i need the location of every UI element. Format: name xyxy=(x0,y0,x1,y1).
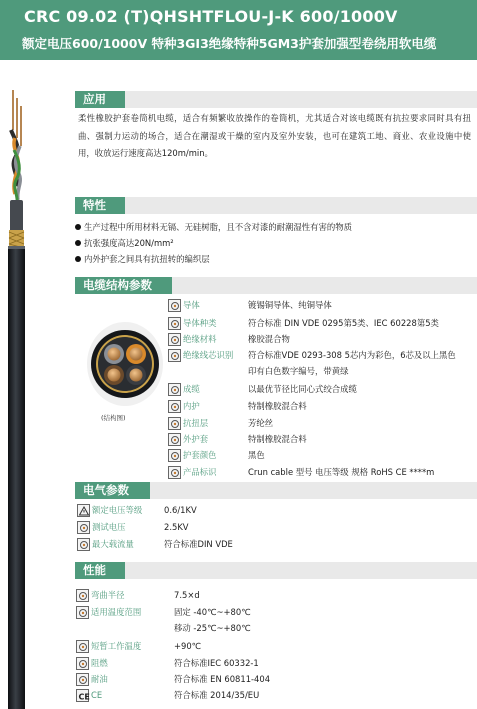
param-value: 印有白色数字编号，带黄绿 xyxy=(248,366,349,376)
voltage-icon xyxy=(77,504,90,517)
param-row xyxy=(168,349,477,363)
param-label: 绝缘材料 xyxy=(183,334,217,344)
svg-text:CE: CE xyxy=(78,692,90,702)
sheath-color-icon xyxy=(168,449,181,462)
param-row xyxy=(76,673,477,687)
param-label: 绝缘线芯识别 xyxy=(183,350,234,360)
param-value: 固定 -40℃~+80℃ xyxy=(174,607,251,617)
param-row xyxy=(168,433,477,447)
param-value: +90℃ xyxy=(174,641,202,651)
param-label: CE xyxy=(91,690,103,700)
bullet-icon xyxy=(75,256,81,262)
param-label: 抗扭层 xyxy=(183,418,209,428)
oil-resistant-icon xyxy=(76,673,89,686)
param-value: 黑色 xyxy=(248,450,265,460)
param-value: Crun cable 型号 电压等级 规格 RoHS CE ****m xyxy=(248,467,435,477)
section-electrical-heading: 电气参数 xyxy=(75,482,150,499)
core-identification-icon xyxy=(168,349,181,362)
param-label: 导体种类 xyxy=(183,318,217,328)
conductor-type-icon xyxy=(168,317,181,330)
param-value: 以最优节径比同心式绞合成缆 xyxy=(248,384,357,394)
section-features xyxy=(75,197,477,214)
param-value: 特制橡胶混合料 xyxy=(248,401,307,411)
feature-item: 生产过程中所用材料无镉、无硅树脂，且不含对漆的耐潮湿性有害的物质 xyxy=(75,221,352,233)
anti-torsion-icon xyxy=(168,417,181,430)
param-value: 符合标准 EN 60811-404 xyxy=(174,674,271,684)
bend-radius-icon xyxy=(76,589,89,602)
param-value: 符合标准DIN VDE xyxy=(164,539,233,549)
param-label: 适用温度范围 xyxy=(91,607,142,617)
param-label: 阻燃 xyxy=(91,658,108,668)
param-row xyxy=(76,589,477,603)
section-application-heading: 应用 xyxy=(75,91,125,108)
param-value: 7.5×d xyxy=(174,590,200,600)
cross-section-caption: (结构图) xyxy=(101,414,126,422)
param-label: 弯曲半径 xyxy=(91,590,125,600)
param-value: 芳纶丝 xyxy=(248,418,274,428)
section-application xyxy=(75,91,477,108)
param-label: 导体 xyxy=(183,300,200,310)
feature-item: 内外护套之间具有抗扭转的编织层 xyxy=(75,253,210,265)
section-performance xyxy=(75,562,477,579)
current-icon xyxy=(77,538,90,551)
param-row xyxy=(77,504,477,518)
param-label: 测试电压 xyxy=(92,522,126,532)
param-row xyxy=(168,299,477,313)
section-electrical xyxy=(75,482,477,499)
stranding-icon xyxy=(168,383,181,396)
inner-sheath-icon xyxy=(168,400,181,413)
cable-cross-section-image xyxy=(86,318,164,412)
param-row xyxy=(168,333,477,347)
param-row xyxy=(76,640,477,654)
param-label: 产品标识 xyxy=(183,467,217,477)
param-value-secondary: 移动 -25℃~+80℃ xyxy=(174,623,251,633)
param-row xyxy=(76,689,477,703)
param-row xyxy=(168,400,477,414)
temperature-icon xyxy=(76,606,89,619)
test-voltage-icon xyxy=(77,521,90,534)
param-row xyxy=(168,383,477,397)
param-value: 符合标准 DIN VDE 0295第5类、IEC 60228第5类 xyxy=(248,318,439,328)
param-value: 符合标准 2014/35/EU xyxy=(174,690,260,700)
ce-icon xyxy=(76,689,89,702)
param-label: 短暂工作温度 xyxy=(91,641,142,651)
param-row xyxy=(77,521,477,535)
param-value: 0.6/1KV xyxy=(164,505,197,515)
product-subtitle: 额定电压600/1000V 特种3GI3绝缘特种5GM3护套加强型卷绕用软电缆 xyxy=(22,36,437,51)
insulation-icon xyxy=(168,333,181,346)
bullet-icon xyxy=(75,240,81,246)
section-performance-heading: 性能 xyxy=(75,562,125,579)
cable-illustration xyxy=(0,60,32,709)
param-row xyxy=(77,538,477,552)
product-title: CRC 09.02 (T)QHSHTFLOU-J-K 600/1000V xyxy=(24,7,398,26)
param-value: 符合标准IEC 60332-1 xyxy=(174,658,259,668)
param-value: 镀锡铜导体、纯铜导体 xyxy=(248,300,332,310)
param-value: 特制橡胶混合料 xyxy=(248,434,307,444)
param-label: 护套颜色 xyxy=(183,450,217,460)
param-label: 耐油 xyxy=(91,674,108,684)
application-text: 柔性橡胶护套卷筒机电缆，适合有频繁收放操作的卷筒机，尤其适合对该电缆既有抗拉要求同时具有扭曲、强制力运动的场合，适合在潮湿或干燥的室内及室外安装，也可在建筑工地、商业、农业设施中使用，收放运行速度高达120m/min。 xyxy=(78,113,471,158)
param-label: 最大载流量 xyxy=(92,539,134,549)
param-label: 额定电压等级 xyxy=(92,505,143,515)
flame-retardant-icon xyxy=(76,657,89,670)
short-circuit-temp-icon xyxy=(76,640,89,653)
param-label: 外护套 xyxy=(183,434,209,444)
param-row xyxy=(168,317,477,331)
header-banner xyxy=(0,0,477,60)
param-row xyxy=(76,657,477,671)
section-features-heading: 特性 xyxy=(75,197,125,214)
product-marking-icon xyxy=(168,466,181,479)
feature-item: 抗张强度高达20N/mm² xyxy=(75,237,174,249)
param-label: 成缆 xyxy=(183,384,200,394)
bullet-icon xyxy=(75,224,81,230)
param-row xyxy=(168,365,477,379)
param-row xyxy=(168,417,477,431)
param-value: 橡胶混合物 xyxy=(248,334,290,344)
outer-sheath-icon xyxy=(168,433,181,446)
param-value: 2.5KV xyxy=(164,522,189,532)
conductor-icon xyxy=(168,299,181,312)
param-row xyxy=(168,466,477,480)
param-label: 内护 xyxy=(183,401,200,411)
param-value: 符合标准VDE 0293-308 5芯内为彩色，6芯及以上黑色 xyxy=(248,350,456,360)
param-row xyxy=(76,606,477,633)
param-row xyxy=(168,449,477,463)
section-structure xyxy=(75,277,477,294)
section-structure-heading: 电缆结构参数 xyxy=(75,277,172,294)
